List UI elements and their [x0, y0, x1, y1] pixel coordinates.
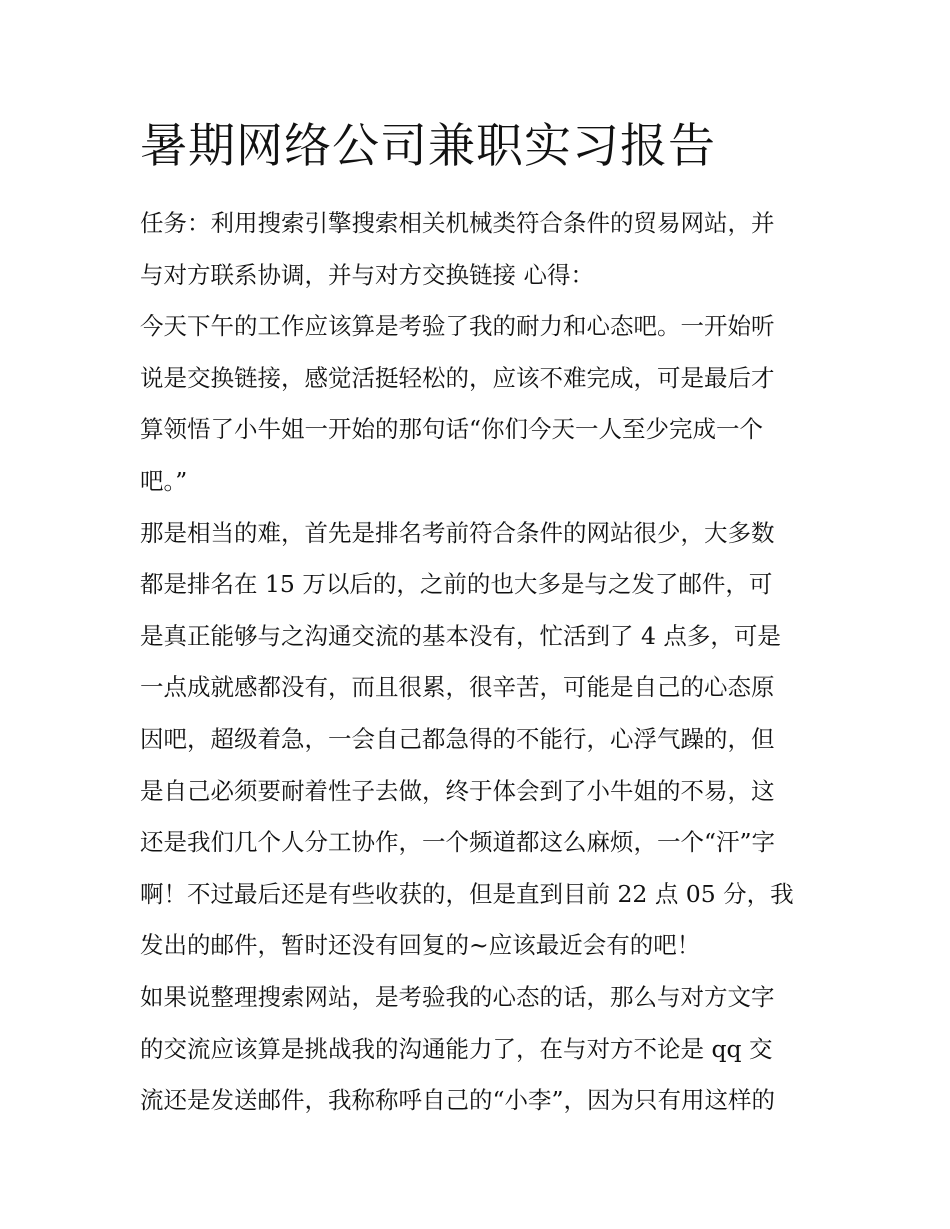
- body-line: 是自己必须要耐着性子去做，终于体会到了小牛姐的不易，这: [140, 776, 775, 805]
- body-line: 啊！不过最后还是有些收获的，但是直到目前 22 点 05 分，我: [140, 879, 794, 908]
- body-line: 的交流应该算是挑战我的沟通能力了，在与对方不论是 qq 交: [140, 1034, 773, 1063]
- body-line: 今天下午的工作应该算是考验了我的耐力和心态吧。一开始听: [140, 312, 775, 341]
- body-line: 说是交换链接，感觉活挺轻松的，应该不难完成，可是最后才: [140, 363, 775, 392]
- body-line: 吧。”: [140, 466, 188, 495]
- body-line: 算领悟了小牛姐一开始的那句话“你们今天一人至少完成一个: [140, 415, 764, 444]
- body-line: 任务：利用搜索引擎搜索相关机械类符合条件的贸易网站，并: [140, 209, 775, 237]
- body-line: 发出的邮件，暂时还没有回复的~应该最近会有的吧！: [140, 931, 701, 960]
- body-line: 一点成就感都没有，而且很累，很辛苦，可能是自己的心态原: [140, 673, 775, 702]
- body-line: 因吧，超级着急，一会自己都急得的不能行，心浮气躁的，但: [140, 724, 775, 753]
- body-line: 还是我们几个人分工协作，一个频道都这么麻烦，一个“汗”字: [140, 828, 776, 857]
- document-body: [140, 198, 820, 1127]
- body-line: 都是排名在 15 万以后的，之前的也大多是与之发了邮件，可: [140, 570, 773, 599]
- body-line: 与对方联系协调，并与对方交换链接 心得：: [140, 260, 594, 289]
- document-title: 暑期网络公司兼职实习报告: [140, 119, 716, 174]
- body-line: 流还是发送邮件，我称称呼自己的“小李”，因为只有用这样的: [140, 1086, 776, 1115]
- body-line: 是真正能够与之沟通交流的基本没有，忙活到了 4 点多，可是: [140, 621, 781, 650]
- body-line: 如果说整理搜索网站，是考验我的心态的话，那么与对方文字: [140, 982, 775, 1011]
- body-line: 那是相当的难，首先是排名考前符合条件的网站很少，大多数: [140, 518, 775, 547]
